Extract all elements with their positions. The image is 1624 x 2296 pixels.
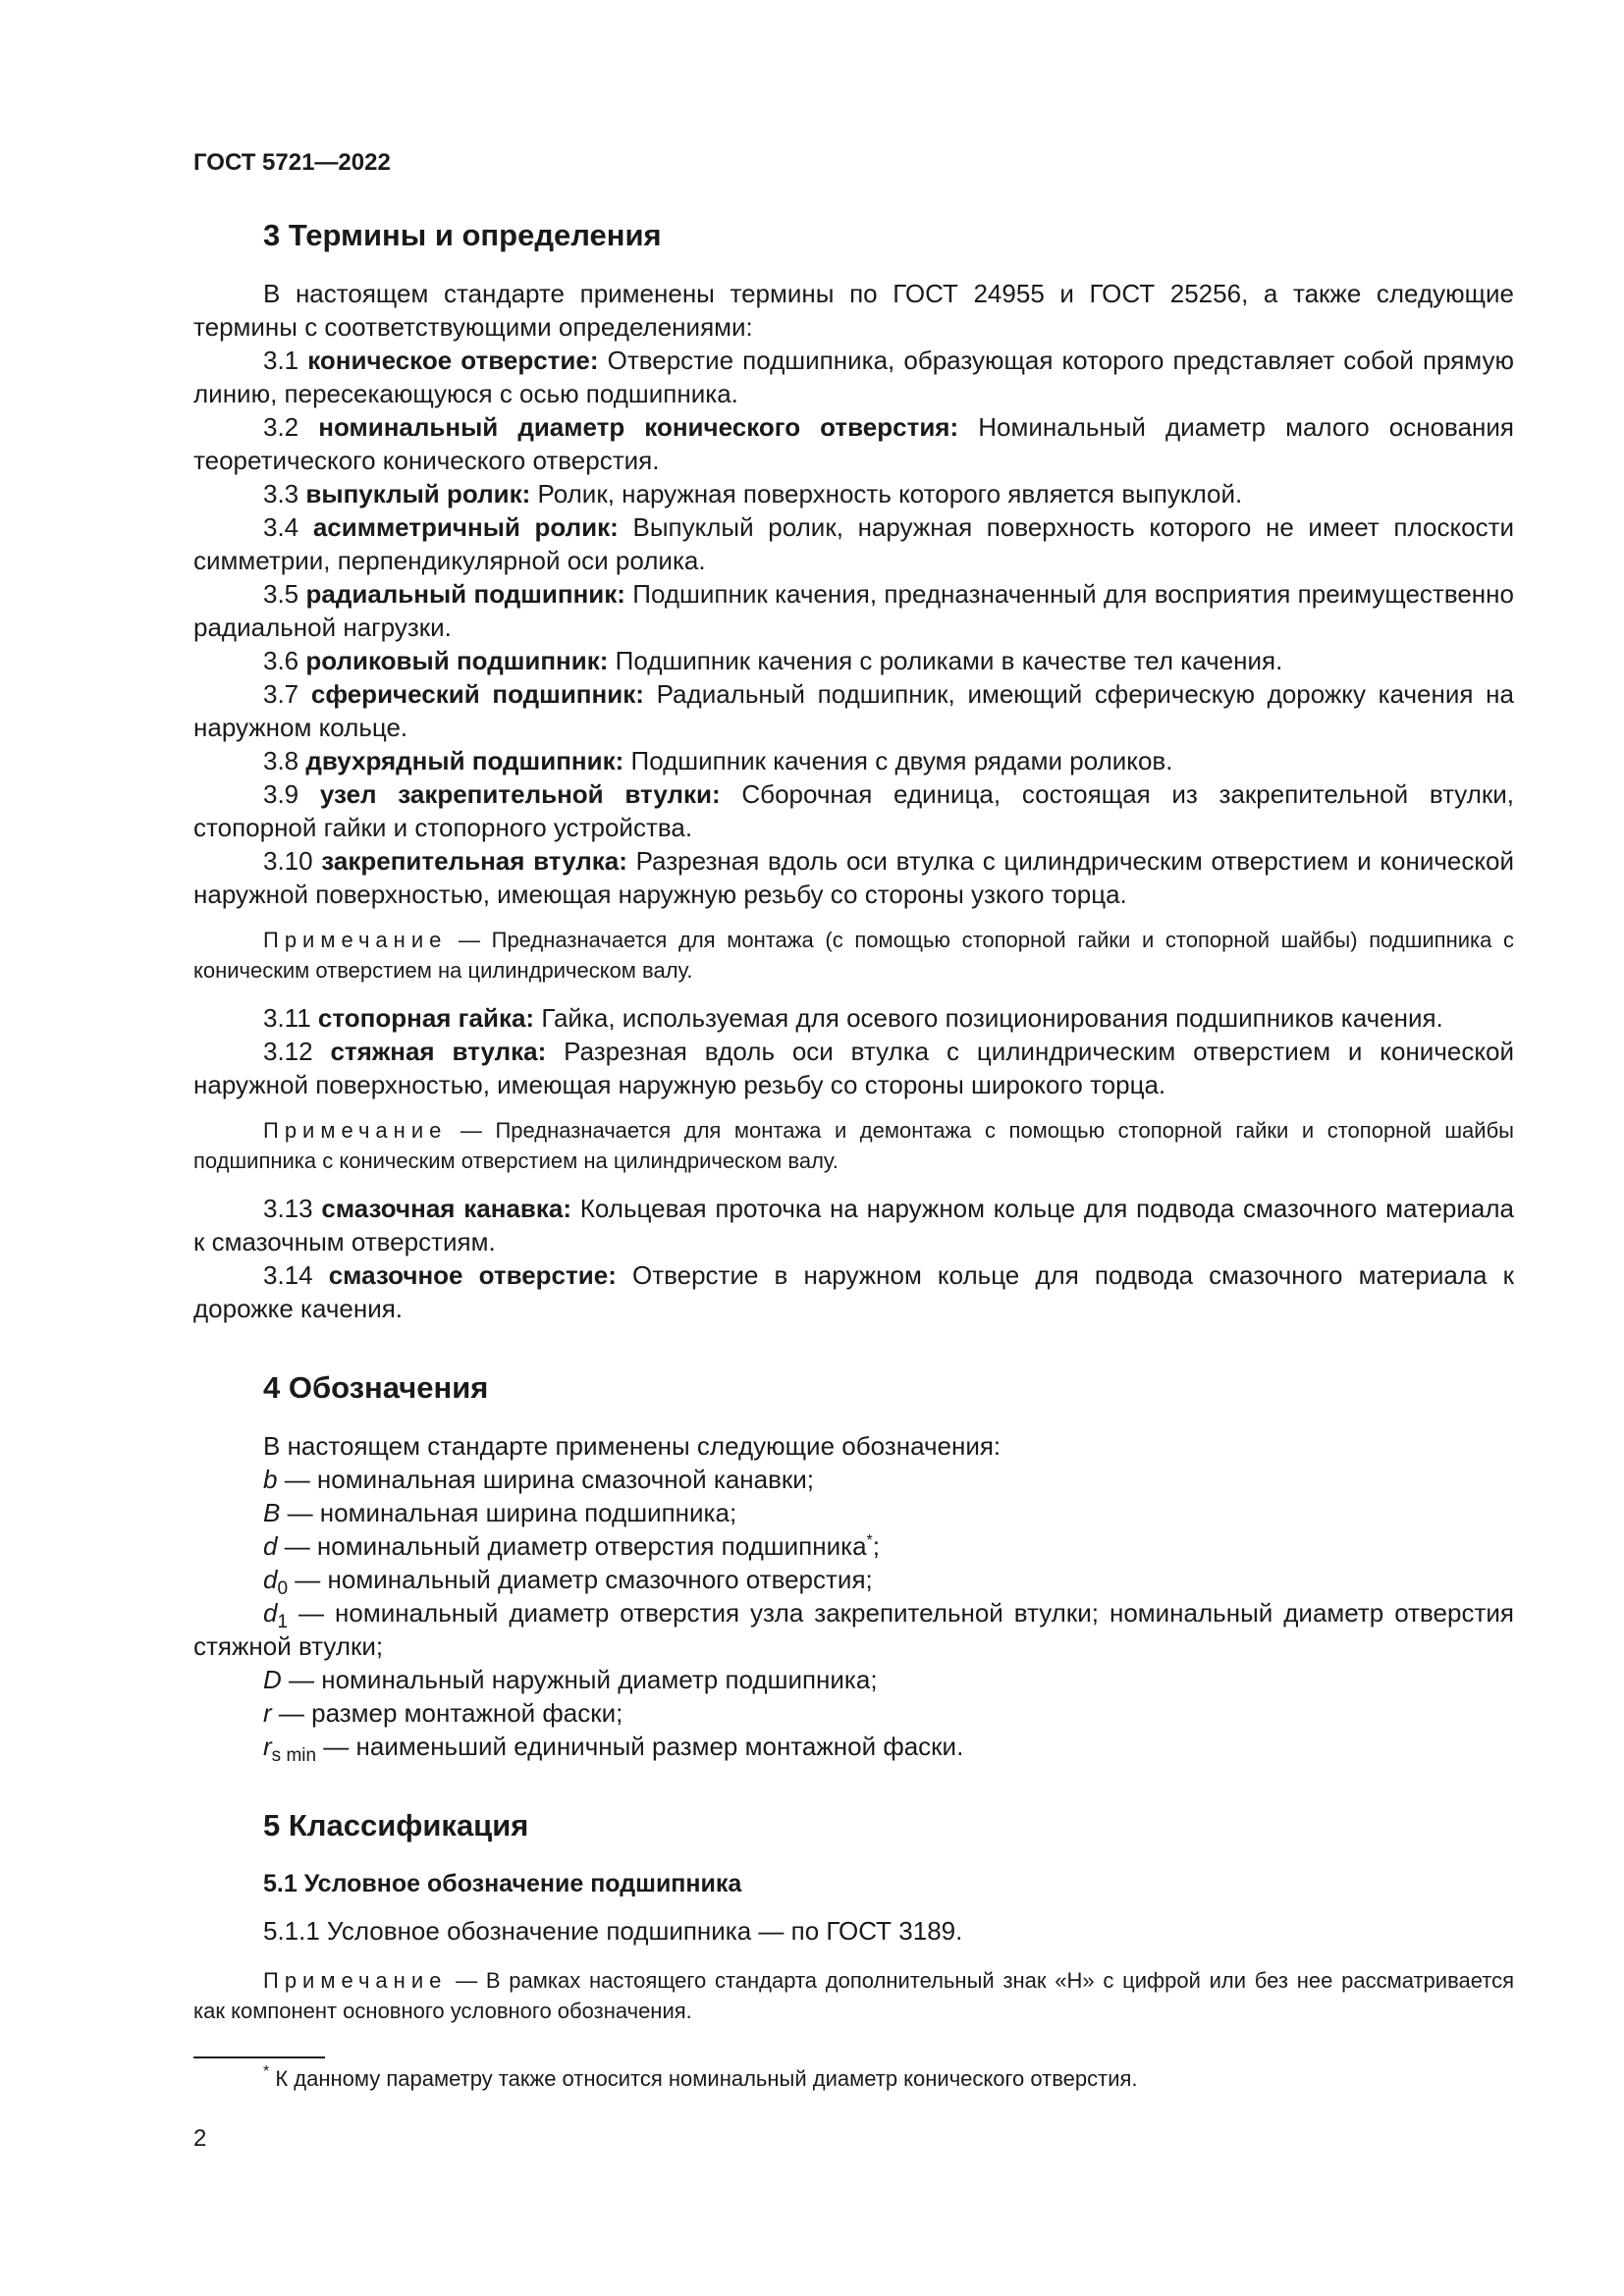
term-3-3: 3.3 выпуклый ролик: Ролик, наружная поверхность которого является выпуклой. [263, 479, 1243, 508]
term-title: смазочная канавка: [321, 1194, 571, 1223]
term-3-14: 3.14 смазочное отверстие: Отверстие в наружном кольце для подвода смазочного материала к дорожке качения. [193, 1260, 1514, 1323]
term-definition: Разрезная вдоль оси втулка с цилиндрическим отверстием и конической наружной поверхностью, имеющая наружную резьбу со стороны узкого торца. [193, 846, 1514, 909]
section-5-1-1: 5.1.1 Условное обозначение подшипника — по ГОСТ 3189. [263, 1916, 963, 1946]
section-3-intro: В настоящем стандарте применены термины по ГОСТ 24955 и ГОСТ 25256, а также следующие термины с соответствующими определениями: [193, 279, 1514, 342]
term-definition: Выпуклый ролик, наружная поверхность которого не имеет плоскости симметрии, перпендикулярной оси ролика. [193, 512, 1514, 575]
symbol-rs-min: $r_{s min}$ — наименьший единичный размер монтажной фаски. [263, 1732, 964, 1766]
term-definition: Кольцевая проточка на наружном кольце для подвода смазочного материала к смазочным отверстиям. [193, 1194, 1514, 1256]
symbol-B: B — номинальная ширина подшипника; [263, 1498, 737, 1527]
section-4-heading: 4 Обозначения [263, 1370, 489, 1405]
document-code: ГОСТ 5721—2022 [193, 149, 391, 176]
term-title: роликовый подшипник: [305, 646, 609, 675]
term-3-13: 3.13 смазочная канавка: Кольцевая проточка на наружном кольце для подвода смазочного материала к смазочным отверстиям. [193, 1194, 1514, 1256]
footnote [263, 2064, 1138, 2094]
term-title: коническое отверстие: [307, 346, 599, 375]
terms-list-1 [193, 344, 1514, 911]
terms-list-2 [193, 1001, 1514, 1101]
note-1 [193, 925, 1514, 986]
term-3-2: 3.2 номинальный диаметр конического отверстия: Номинальный диаметр малого основания теоретического конического отверстия. [193, 412, 1514, 475]
page-number: 2 [193, 2125, 207, 2152]
term-title: асимметричный ролик: [312, 512, 619, 542]
note-text: — В рамках настоящего стандарта дополнительный знак «Н» с цифрой или без нее рассматривается как компонент основного условного обозначения. [193, 1968, 1514, 2023]
note-label: Примечание [263, 928, 448, 952]
term-title: смазочное отверстие: [328, 1260, 617, 1290]
term-title: радиальный подшипник: [305, 579, 625, 609]
symbols-list [193, 1463, 1514, 1766]
term-3-1: 3.1 коническое отверстие: Отверстие подшипника, образующая которого представляет собой прямую линию, пересекающуюся с осью подшипника. [193, 346, 1514, 408]
term-title: узел закрепительной втулки: [319, 779, 721, 809]
section-5-1-heading: 5.1 Условное обозначение подшипника [263, 1870, 742, 1897]
term-definition: Радиальный подшипник, имеющий сферическую дорожку качения на наружном кольце. [193, 679, 1514, 742]
term-3-12: 3.12 стяжная втулка: Разрезная вдоль оси втулка с цилиндрическим отверстием и конической наружной поверхностью, имеющая наружную резьбу со стороны широкого торца. [193, 1037, 1514, 1099]
term-title: сферический подшипник: [310, 679, 644, 709]
symbol-d0: $d_0$ — номинальный диаметр смазочного отверстия; [263, 1565, 873, 1599]
term-3-4: 3.4 асимметричный ролик: Выпуклый ролик, наружная поверхность которого не имеет плоскости симметрии, перпендикулярной оси ролика. [193, 512, 1514, 575]
term-definition: Подшипник качения с двумя рядами роликов. [630, 746, 1173, 775]
section-4-intro: В настоящем стандарте применены следующие обозначения: [263, 1431, 1001, 1461]
page-content [193, 216, 1514, 2042]
term-title: двухрядный подшипник: [305, 746, 624, 775]
symbol-r: r — размер монтажной фаски; [263, 1698, 623, 1728]
term-3-6: 3.6 роликовый подшипник: Подшипник качения с роликами в качестве тел качения. [263, 646, 1283, 675]
term-definition: Ролик, наружная поверхность которого является выпуклой. [537, 479, 1243, 508]
note-label: Примечание [263, 1118, 448, 1143]
symbol-d: d — номинальный диаметр отверстия подшипника*; [263, 1531, 881, 1561]
term-title: закрепительная втулка: [321, 846, 627, 876]
term-definition: Гайка, используемая для осевого позиционирования подшипников качения. [541, 1003, 1443, 1033]
footnote-divider [193, 2056, 325, 2058]
term-3-5: 3.5 радиальный подшипник: Подшипник качения, предназначенный для восприятия преимущественно радиальной нагрузки. [193, 579, 1514, 642]
symbol-d1: $d_1$ — номинальный диаметр отверстия узла закрепительной втулки; номинальный диаметр отверстия стяжной втулки; [193, 1598, 1514, 1661]
term-3-7: 3.7 сферический подшипник: Радиальный подшипник, имеющий сферическую дорожку качения на наружном кольце. [193, 679, 1514, 742]
term-3-9: 3.9 узел закрепительной втулки: Сборочная единица, состоящая из закрепительной втулки, стопорной гайки и стопорного устройства. [193, 779, 1514, 842]
section-5-heading: 5 Классификация [263, 1808, 529, 1842]
term-3-8: 3.8 двухрядный подшипник: Подшипник качения с двумя рядами роликов. [263, 746, 1173, 775]
term-definition: Отверстие в наружном кольце для подвода смазочного материала к дорожке качения. [193, 1260, 1514, 1323]
note-3 [193, 1965, 1514, 2026]
footnote-mark: * [866, 1532, 873, 1549]
symbol-D: D — номинальный наружный диаметр подшипника; [263, 1665, 878, 1694]
note-text: — Предназначается для монтажа (с помощью стопорной гайки и стопорной шайбы) подшипника с коническим отверстием на цилиндрическом валу. [193, 928, 1514, 983]
term-3-10: 3.10 закрепительная втулка: Разрезная вдоль оси втулка с цилиндрическим отверстием и конической наружной поверхностью, имеющая наружную резьбу со стороны узкого торца. [193, 846, 1514, 909]
term-definition: Подшипник качения, предназначенный для восприятия преимущественно радиальной нагрузки. [193, 579, 1514, 642]
note-text: — Предназначается для монтажа и демонтажа с помощью стопорной гайки и стопорной шайбы подшипника с коническим отверстием на цилиндрическом валу. [193, 1118, 1514, 1173]
footnote-text: К данному параметру также относится номинальный диаметр конического отверстия. [269, 2066, 1138, 2091]
terms-list-3 [193, 1192, 1514, 1325]
term-title: номинальный диаметр конического отверстия: [318, 412, 959, 442]
term-definition: Разрезная вдоль оси втулка с цилиндрическим отверстием и конической наружной поверхностью, имеющая наружную резьбу со стороны широкого торца. [193, 1037, 1514, 1099]
term-definition: Сборочная единица, состоящая из закрепительной втулки, стопорной гайки и стопорного устройства. [193, 779, 1514, 842]
term-title: выпуклый ролик: [305, 479, 531, 508]
note-label: Примечание [263, 1968, 448, 1993]
term-3-11: 3.11 стопорная гайка: Гайка, используемая для осевого позиционирования подшипников качения. [263, 1003, 1443, 1033]
symbol-b: b — номинальная ширина смазочной канавки; [263, 1465, 815, 1494]
term-definition: Номинальный диаметр малого основания теоретического конического отверстия. [193, 412, 1514, 475]
section-3-heading: 3 Термины и определения [263, 218, 662, 252]
term-title: стопорная гайка: [317, 1003, 535, 1033]
term-definition: Подшипник качения с роликами в качестве тел качения. [615, 646, 1283, 675]
term-definition: Отверстие подшипника, образующая которого представляет собой прямую линию, пересекающуюся с осью подшипника. [193, 346, 1514, 408]
note-2 [193, 1115, 1514, 1176]
term-title: стяжная втулка: [330, 1037, 547, 1066]
footnote-mark: * [263, 2063, 270, 2080]
